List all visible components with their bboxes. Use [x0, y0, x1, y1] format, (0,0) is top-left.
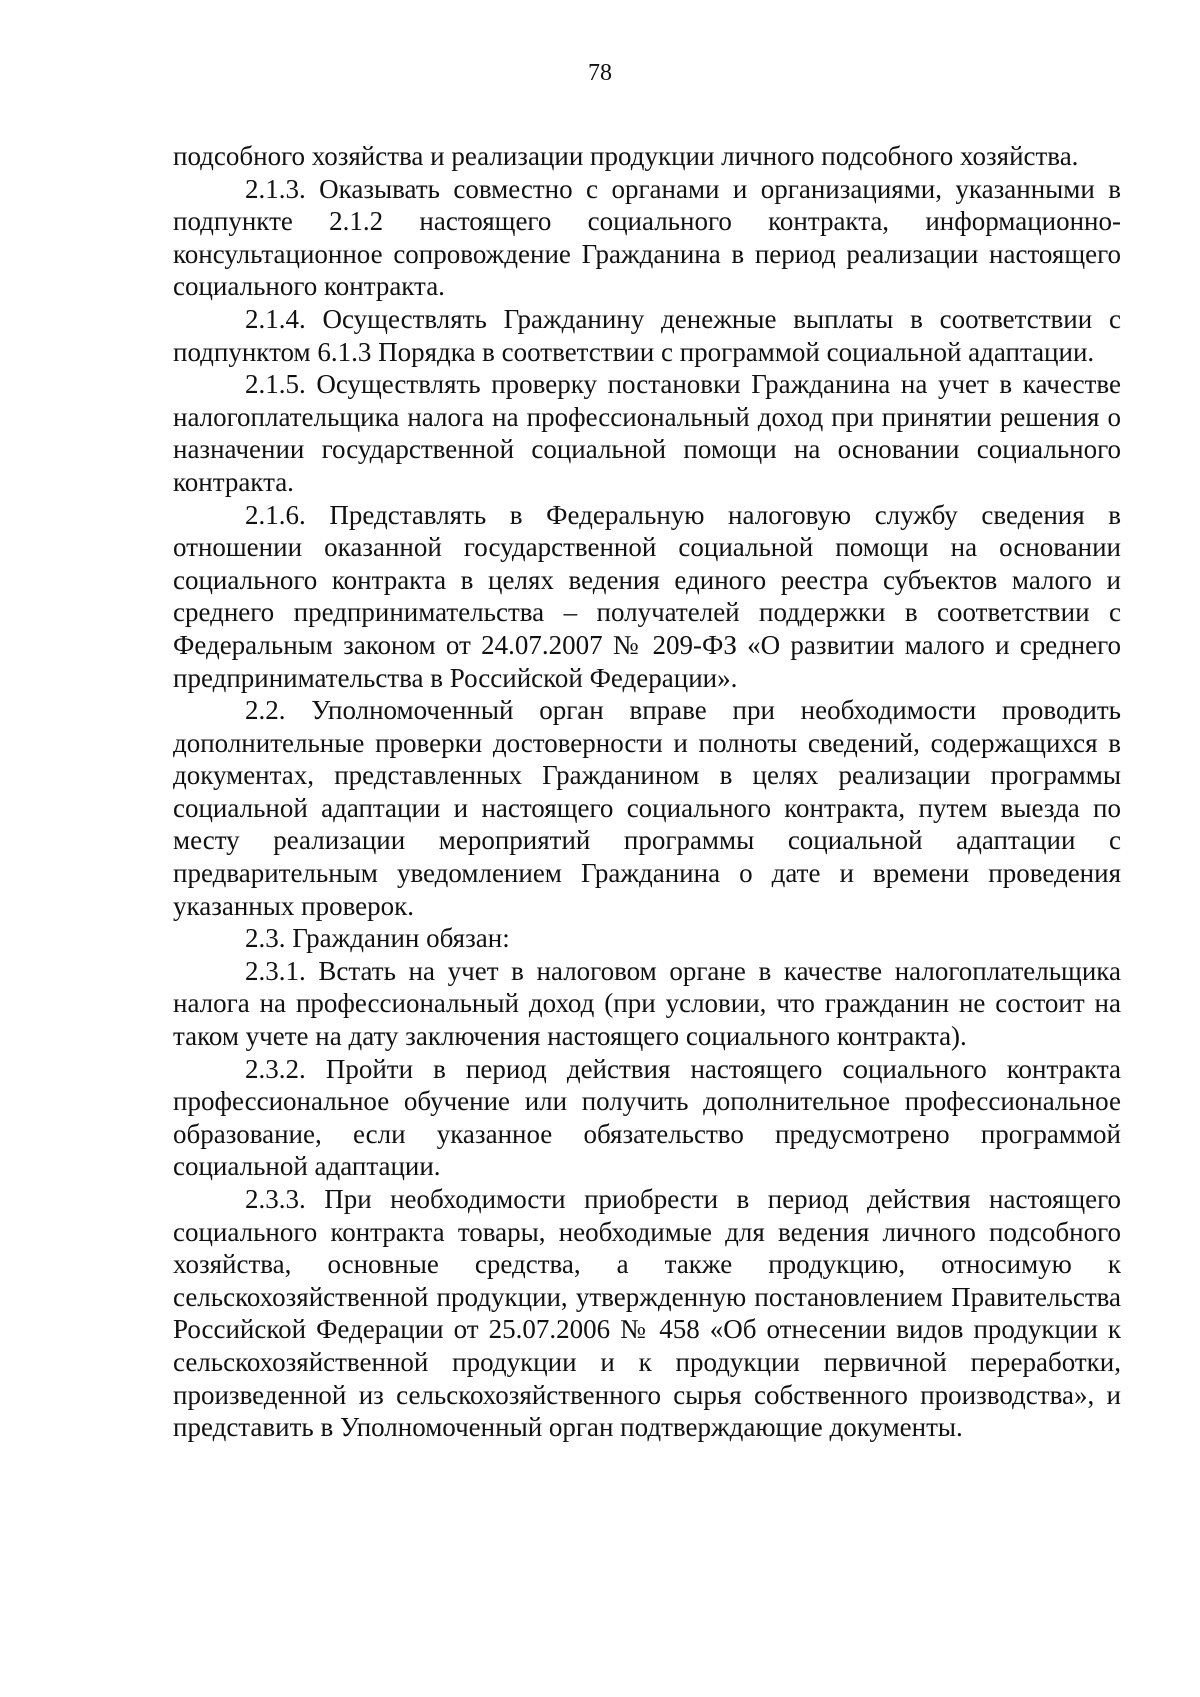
paragraph-2-3-2: 2.3.2. Пройти в период действия настоящего социального контракта профессиональное обучение или получить дополнительное профессиональное образование, если указанное обязательство предусмотрено программой социальной адаптации. — [173, 1053, 1121, 1182]
paragraph-2-3-1: 2.3.1. Встать на учет в налоговом органе в качестве налогоплательщика налога на профессиональный доход (при условии, что гражданин не состоит на таком учете на дату заключения настоящего социального контракта). — [173, 955, 1121, 1052]
paragraph-continuation: подсобного хозяйства и реализации продукции личного подсобного хозяйства. — [173, 141, 1079, 171]
paragraph-2-2: 2.2. Уполномоченный орган вправе при необходимости проводить дополнительные проверки достоверности и полноты сведений, содержащихся в документах, представленных Гражданином в целях реализации программы социальной адаптации и настоящего социального контракта, путем выезда по месту реализации мероприятий программы социальной адаптации с предварительным уведомлением Гражданина о дате и времени проведения указанных проверок. — [173, 695, 1121, 921]
document-body — [173, 140, 1121, 1444]
page-number: 78 — [588, 60, 612, 86]
paragraph-2-1-5: 2.1.5. Осуществлять проверку постановки Гражданина на учет в качестве налогоплательщика налога на профессиональный доход при принятии решения о назначении государственной социальной помощи на основании социального контракта. — [173, 369, 1121, 497]
paragraph-2-1-6: 2.1.6. Представлять в Федеральную налоговую службу сведения в отношении оказанной государственной социальной помощи на основании социального контракта в целях ведения единого реестра субъектов малого и среднего предпринимательства – получателей поддержки в соответствии с Федеральным законом от 24.07.2007 № 209-ФЗ «О развитии малого и среднего предпринимательства в Российской Федерации». — [173, 499, 1121, 693]
paragraph-2-3: 2.3. Гражданин обязан: — [245, 923, 510, 954]
paragraph-2-1-4: 2.1.4. Осуществлять Гражданину денежные выплаты в соответствии с подпунктом 6.1.3 Порядка в соответствии с программой социальной адаптации. — [173, 303, 1121, 367]
paragraph-2-3-3: 2.3.3. При необходимости приобрести в период действия настоящего социального контракта товары, необходимые для ведения личного подсобного хозяйства, основные средства, а также продукцию, относимую к сельскохозяйственной продукции, утвержденную постановлением Правительства Российской Федерации от 25.07.2006 № 458 «Об отнесении видов продукции к сельскохозяйственной продукции и к продукции первичной переработки, произведенной из сельскохозяйственного сырья собственного производства», и представить в Уполномоченный орган подтверждающие документы. — [173, 1184, 1121, 1443]
paragraph-2-1-3: 2.1.3. Оказывать совместно с органами и организациями, указанными в подпункте 2.1.2 настоящего социального контракта, информационно-консультационное сопровождение Гражданина в период реализации настоящего социального контракта. — [173, 173, 1121, 302]
